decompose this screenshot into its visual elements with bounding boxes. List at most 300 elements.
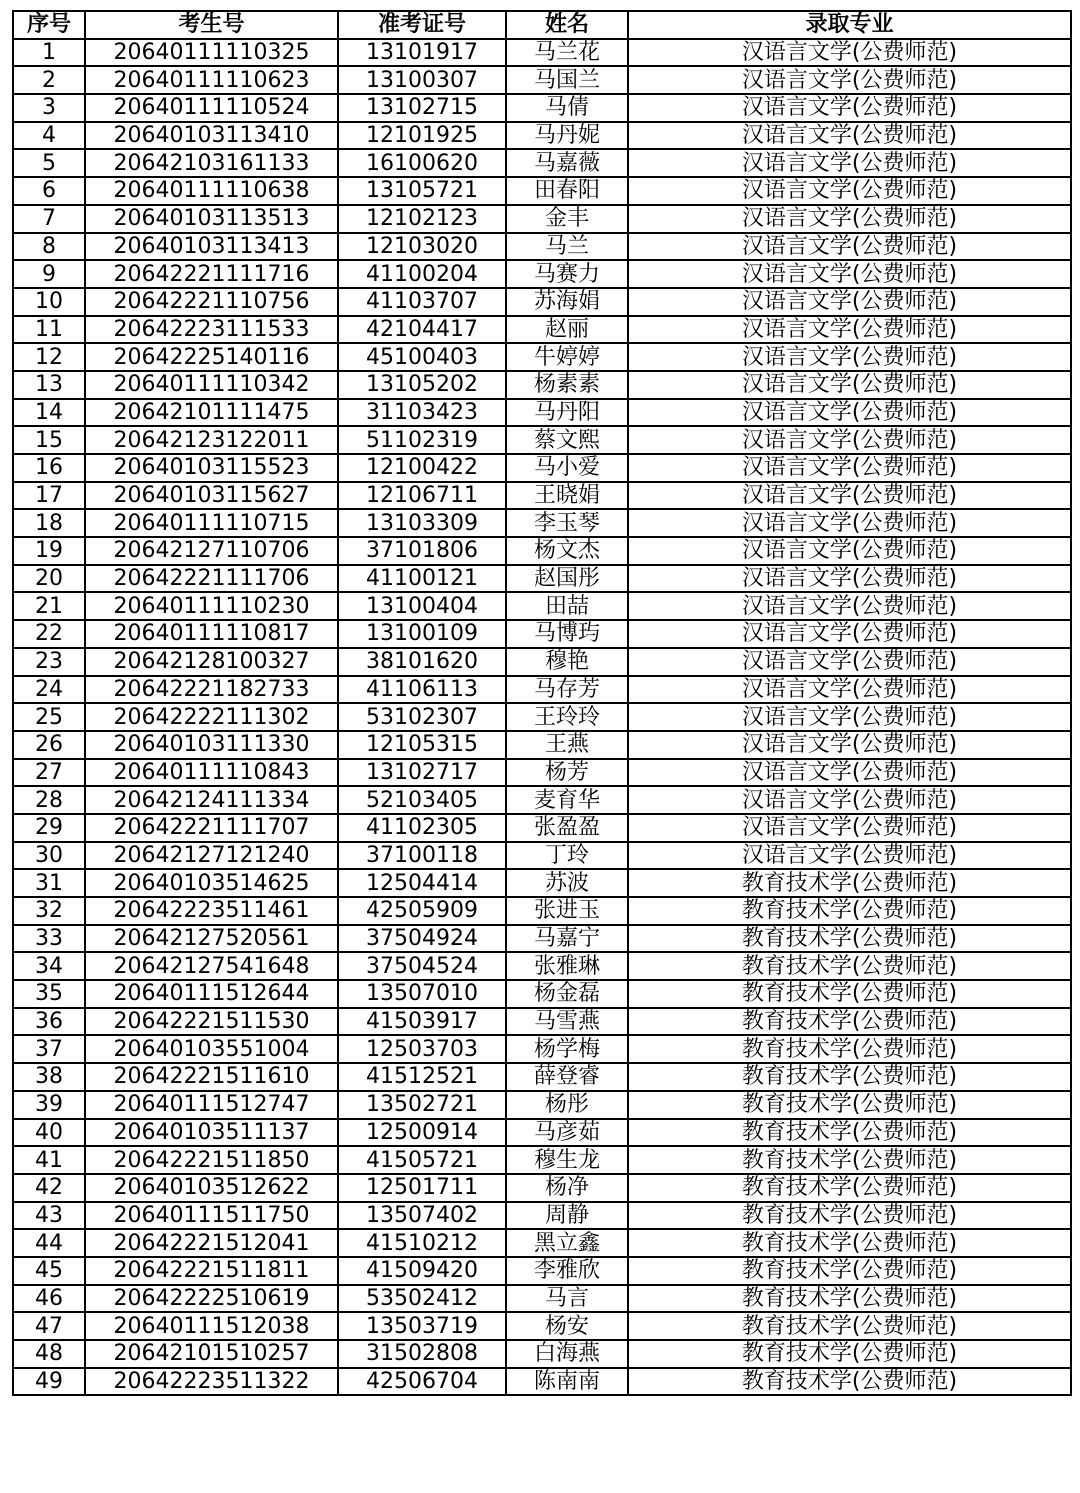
cell-name: 马嘉宁 — [506, 925, 628, 953]
cell-index: 9 — [13, 260, 85, 288]
cell-name: 马兰 — [506, 233, 628, 261]
cell-candidate-number: 20640111110524 — [85, 94, 338, 122]
cell-candidate-number: 20642223111533 — [85, 316, 338, 344]
cell-major: 汉语言文学(公费师范) — [628, 648, 1071, 676]
table-row — [13, 980, 1071, 1008]
cell-name: 王燕 — [506, 731, 628, 759]
cell-major: 教育技术学(公费师范) — [628, 1202, 1071, 1230]
cell-index: 33 — [13, 925, 85, 953]
cell-admission-ticket: 12500914 — [338, 1119, 506, 1147]
cell-admission-ticket: 42505909 — [338, 897, 506, 925]
cell-name: 马雪燕 — [506, 1008, 628, 1036]
cell-major: 教育技术学(公费师范) — [628, 897, 1071, 925]
cell-index: 37 — [13, 1035, 85, 1063]
cell-major: 汉语言文学(公费师范) — [628, 703, 1071, 731]
header-candidate-number: 考生号 — [85, 11, 338, 39]
cell-admission-ticket: 52103405 — [338, 786, 506, 814]
header-name: 姓名 — [506, 11, 628, 39]
cell-name: 蔡文熙 — [506, 426, 628, 454]
cell-admission-ticket: 53502412 — [338, 1285, 506, 1313]
cell-admission-ticket: 38101620 — [338, 648, 506, 676]
cell-name: 李玉琴 — [506, 509, 628, 537]
admission-list-sheet — [12, 10, 1070, 1396]
cell-index: 23 — [13, 648, 85, 676]
cell-admission-ticket: 41503917 — [338, 1008, 506, 1036]
cell-admission-ticket: 51102319 — [338, 426, 506, 454]
cell-admission-ticket: 12103020 — [338, 233, 506, 261]
cell-index: 30 — [13, 842, 85, 870]
cell-major: 汉语言文学(公费师范) — [628, 537, 1071, 565]
cell-name: 马存芳 — [506, 676, 628, 704]
table-row — [13, 371, 1071, 399]
table-row — [13, 869, 1071, 897]
cell-candidate-number: 20642221110756 — [85, 288, 338, 316]
cell-name: 杨文杰 — [506, 537, 628, 565]
table-row — [13, 288, 1071, 316]
table-row — [13, 122, 1071, 150]
cell-index: 47 — [13, 1312, 85, 1340]
cell-major: 汉语言文学(公费师范) — [628, 233, 1071, 261]
cell-index: 27 — [13, 759, 85, 787]
cell-major: 教育技术学(公费师范) — [628, 1035, 1071, 1063]
cell-name: 杨净 — [506, 1174, 628, 1202]
cell-major: 汉语言文学(公费师范) — [628, 399, 1071, 427]
cell-admission-ticket: 31502808 — [338, 1340, 506, 1368]
cell-name: 杨安 — [506, 1312, 628, 1340]
cell-candidate-number: 20640103113413 — [85, 233, 338, 261]
cell-candidate-number: 20642221511530 — [85, 1008, 338, 1036]
cell-candidate-number: 20642103161133 — [85, 149, 338, 177]
cell-admission-ticket: 41100121 — [338, 565, 506, 593]
cell-name: 金丰 — [506, 205, 628, 233]
table-row — [13, 1202, 1071, 1230]
cell-candidate-number: 20640111512747 — [85, 1091, 338, 1119]
table-row — [13, 39, 1071, 67]
cell-major: 汉语言文学(公费师范) — [628, 426, 1071, 454]
cell-major: 汉语言文学(公费师范) — [628, 482, 1071, 510]
cell-candidate-number: 20642221111716 — [85, 260, 338, 288]
cell-name: 王晓娟 — [506, 482, 628, 510]
cell-name: 马兰花 — [506, 39, 628, 67]
cell-major: 教育技术学(公费师范) — [628, 1312, 1071, 1340]
table-row — [13, 1174, 1071, 1202]
header-index: 序号 — [13, 11, 85, 39]
cell-major: 教育技术学(公费师范) — [628, 1285, 1071, 1313]
cell-major: 汉语言文学(公费师范) — [628, 731, 1071, 759]
cell-candidate-number: 20642128100327 — [85, 648, 338, 676]
cell-index: 46 — [13, 1285, 85, 1313]
header-major: 录取专业 — [628, 11, 1071, 39]
cell-major: 汉语言文学(公费师范) — [628, 260, 1071, 288]
cell-name: 苏波 — [506, 869, 628, 897]
cell-admission-ticket: 41505721 — [338, 1146, 506, 1174]
cell-index: 5 — [13, 149, 85, 177]
cell-name: 张进玉 — [506, 897, 628, 925]
cell-name: 杨素素 — [506, 371, 628, 399]
cell-major: 汉语言文学(公费师范) — [628, 94, 1071, 122]
cell-major: 教育技术学(公费师范) — [628, 952, 1071, 980]
cell-index: 13 — [13, 371, 85, 399]
cell-candidate-number: 20642221511610 — [85, 1063, 338, 1091]
table-row — [13, 1285, 1071, 1313]
cell-major: 教育技术学(公费师范) — [628, 1063, 1071, 1091]
cell-major: 教育技术学(公费师范) — [628, 1340, 1071, 1368]
cell-name: 黑立鑫 — [506, 1229, 628, 1257]
cell-name: 马倩 — [506, 94, 628, 122]
cell-candidate-number: 20642225140116 — [85, 343, 338, 371]
cell-candidate-number: 20640103111330 — [85, 731, 338, 759]
cell-index: 35 — [13, 980, 85, 1008]
cell-index: 17 — [13, 482, 85, 510]
cell-major: 汉语言文学(公费师范) — [628, 316, 1071, 344]
table-row — [13, 703, 1071, 731]
cell-admission-ticket: 12501711 — [338, 1174, 506, 1202]
table-row — [13, 1146, 1071, 1174]
cell-admission-ticket: 13502721 — [338, 1091, 506, 1119]
cell-candidate-number: 20642223511461 — [85, 897, 338, 925]
cell-major: 教育技术学(公费师范) — [628, 1174, 1071, 1202]
cell-candidate-number: 20640103113410 — [85, 122, 338, 150]
cell-name: 苏海娟 — [506, 288, 628, 316]
cell-admission-ticket: 37100118 — [338, 842, 506, 870]
cell-major: 教育技术学(公费师范) — [628, 1008, 1071, 1036]
cell-major: 教育技术学(公费师范) — [628, 1091, 1071, 1119]
header-row — [13, 11, 1071, 39]
cell-name: 穆艳 — [506, 648, 628, 676]
cell-major: 汉语言文学(公费师范) — [628, 454, 1071, 482]
cell-name: 杨学梅 — [506, 1035, 628, 1063]
cell-index: 8 — [13, 233, 85, 261]
cell-name: 马小爱 — [506, 454, 628, 482]
table-row — [13, 731, 1071, 759]
cell-major: 汉语言文学(公费师范) — [628, 205, 1071, 233]
cell-major: 汉语言文学(公费师范) — [628, 149, 1071, 177]
cell-name: 穆生龙 — [506, 1146, 628, 1174]
cell-candidate-number: 20642127541648 — [85, 952, 338, 980]
cell-admission-ticket: 13102715 — [338, 94, 506, 122]
table-row — [13, 482, 1071, 510]
cell-candidate-number: 20640111110715 — [85, 509, 338, 537]
cell-index: 10 — [13, 288, 85, 316]
cell-admission-ticket: 13100109 — [338, 620, 506, 648]
cell-candidate-number: 20642127121240 — [85, 842, 338, 870]
cell-name: 丁玲 — [506, 842, 628, 870]
cell-index: 22 — [13, 620, 85, 648]
cell-admission-ticket: 42506704 — [338, 1368, 506, 1396]
cell-index: 32 — [13, 897, 85, 925]
table-row — [13, 177, 1071, 205]
cell-index: 21 — [13, 592, 85, 620]
cell-major: 教育技术学(公费师范) — [628, 1146, 1071, 1174]
cell-name: 马丹阳 — [506, 399, 628, 427]
cell-candidate-number: 20640103511137 — [85, 1119, 338, 1147]
cell-candidate-number: 20640111110638 — [85, 177, 338, 205]
cell-candidate-number: 20640103512622 — [85, 1174, 338, 1202]
table-row — [13, 537, 1071, 565]
cell-major: 汉语言文学(公费师范) — [628, 509, 1071, 537]
cell-admission-ticket: 12105315 — [338, 731, 506, 759]
cell-candidate-number: 20640103115523 — [85, 454, 338, 482]
cell-index: 3 — [13, 94, 85, 122]
cell-candidate-number: 20640103514625 — [85, 869, 338, 897]
cell-candidate-number: 20642101510257 — [85, 1340, 338, 1368]
cell-major: 汉语言文学(公费师范) — [628, 676, 1071, 704]
cell-candidate-number: 20642222510619 — [85, 1285, 338, 1313]
cell-major: 教育技术学(公费师范) — [628, 1257, 1071, 1285]
table-row — [13, 1063, 1071, 1091]
cell-candidate-number: 20640111110843 — [85, 759, 338, 787]
cell-index: 43 — [13, 1202, 85, 1230]
cell-index: 1 — [13, 39, 85, 67]
table-row — [13, 1340, 1071, 1368]
cell-candidate-number: 20642221111706 — [85, 565, 338, 593]
cell-name: 马彦茹 — [506, 1119, 628, 1147]
cell-index: 4 — [13, 122, 85, 150]
cell-name: 白海燕 — [506, 1340, 628, 1368]
cell-index: 38 — [13, 1063, 85, 1091]
cell-major: 教育技术学(公费师范) — [628, 869, 1071, 897]
cell-index: 41 — [13, 1146, 85, 1174]
cell-admission-ticket: 41100204 — [338, 260, 506, 288]
cell-candidate-number: 20642221511811 — [85, 1257, 338, 1285]
cell-candidate-number: 20642222111302 — [85, 703, 338, 731]
cell-index: 39 — [13, 1091, 85, 1119]
cell-index: 19 — [13, 537, 85, 565]
cell-candidate-number: 20640111512644 — [85, 980, 338, 1008]
cell-admission-ticket: 13503719 — [338, 1312, 506, 1340]
table-row — [13, 1119, 1071, 1147]
cell-major: 汉语言文学(公费师范) — [628, 177, 1071, 205]
cell-name: 张盈盈 — [506, 814, 628, 842]
cell-major: 教育技术学(公费师范) — [628, 1229, 1071, 1257]
cell-major: 汉语言文学(公费师范) — [628, 39, 1071, 67]
cell-name: 杨彤 — [506, 1091, 628, 1119]
cell-index: 31 — [13, 869, 85, 897]
table-row — [13, 233, 1071, 261]
table-row — [13, 676, 1071, 704]
cell-admission-ticket: 45100403 — [338, 343, 506, 371]
cell-admission-ticket: 42104417 — [338, 316, 506, 344]
cell-admission-ticket: 31103423 — [338, 399, 506, 427]
table-row — [13, 94, 1071, 122]
cell-major: 汉语言文学(公费师范) — [628, 343, 1071, 371]
cell-admission-ticket: 12101925 — [338, 122, 506, 150]
cell-candidate-number: 20640103115627 — [85, 482, 338, 510]
cell-name: 李雅欣 — [506, 1257, 628, 1285]
cell-name: 张雅琳 — [506, 952, 628, 980]
cell-admission-ticket: 53102307 — [338, 703, 506, 731]
header-admission-ticket: 准考证号 — [338, 11, 506, 39]
cell-admission-ticket: 13100307 — [338, 66, 506, 94]
table-body — [13, 39, 1071, 1396]
cell-major: 汉语言文学(公费师范) — [628, 759, 1071, 787]
table-row — [13, 952, 1071, 980]
cell-name: 杨金磊 — [506, 980, 628, 1008]
table-row — [13, 1091, 1071, 1119]
table-row — [13, 399, 1071, 427]
cell-candidate-number: 20642223511322 — [85, 1368, 338, 1396]
cell-index: 20 — [13, 565, 85, 593]
cell-admission-ticket: 12504414 — [338, 869, 506, 897]
cell-major: 汉语言文学(公费师范) — [628, 814, 1071, 842]
table-row — [13, 1368, 1071, 1396]
table-row — [13, 1257, 1071, 1285]
table-row — [13, 786, 1071, 814]
cell-name: 马嘉薇 — [506, 149, 628, 177]
cell-name: 马博玙 — [506, 620, 628, 648]
cell-admission-ticket: 13103309 — [338, 509, 506, 537]
cell-major: 汉语言文学(公费师范) — [628, 288, 1071, 316]
cell-major: 汉语言文学(公费师范) — [628, 371, 1071, 399]
cell-candidate-number: 20642221512041 — [85, 1229, 338, 1257]
cell-major: 汉语言文学(公费师范) — [628, 122, 1071, 150]
cell-candidate-number: 20640111110817 — [85, 620, 338, 648]
cell-major: 教育技术学(公费师范) — [628, 980, 1071, 1008]
table-row — [13, 343, 1071, 371]
cell-admission-ticket: 13105721 — [338, 177, 506, 205]
cell-index: 14 — [13, 399, 85, 427]
cell-index: 29 — [13, 814, 85, 842]
cell-index: 36 — [13, 1008, 85, 1036]
cell-candidate-number: 20640111110342 — [85, 371, 338, 399]
cell-index: 45 — [13, 1257, 85, 1285]
cell-index: 28 — [13, 786, 85, 814]
cell-name: 马国兰 — [506, 66, 628, 94]
cell-major: 汉语言文学(公费师范) — [628, 786, 1071, 814]
cell-admission-ticket: 41102305 — [338, 814, 506, 842]
table-row — [13, 759, 1071, 787]
cell-index: 49 — [13, 1368, 85, 1396]
cell-candidate-number: 20640111110230 — [85, 592, 338, 620]
cell-name: 周静 — [506, 1202, 628, 1230]
table-row — [13, 620, 1071, 648]
cell-name: 陈南南 — [506, 1368, 628, 1396]
table-row — [13, 509, 1071, 537]
table-row — [13, 260, 1071, 288]
cell-admission-ticket: 37504924 — [338, 925, 506, 953]
cell-admission-ticket: 12102123 — [338, 205, 506, 233]
cell-candidate-number: 20642221111707 — [85, 814, 338, 842]
cell-admission-ticket: 13507402 — [338, 1202, 506, 1230]
cell-major: 教育技术学(公费师范) — [628, 925, 1071, 953]
table-row — [13, 205, 1071, 233]
cell-name: 牛婷婷 — [506, 343, 628, 371]
cell-name: 田春阳 — [506, 177, 628, 205]
cell-name: 马丹妮 — [506, 122, 628, 150]
cell-index: 2 — [13, 66, 85, 94]
cell-candidate-number: 20640111110623 — [85, 66, 338, 94]
cell-admission-ticket: 13102717 — [338, 759, 506, 787]
cell-candidate-number: 20640111512038 — [85, 1312, 338, 1340]
cell-admission-ticket: 16100620 — [338, 149, 506, 177]
cell-index: 48 — [13, 1340, 85, 1368]
table-row — [13, 149, 1071, 177]
table-row — [13, 1312, 1071, 1340]
cell-candidate-number: 20642221511850 — [85, 1146, 338, 1174]
cell-candidate-number: 20642123122011 — [85, 426, 338, 454]
cell-index: 42 — [13, 1174, 85, 1202]
cell-admission-ticket: 41510212 — [338, 1229, 506, 1257]
cell-major: 汉语言文学(公费师范) — [628, 842, 1071, 870]
cell-index: 44 — [13, 1229, 85, 1257]
cell-name: 马言 — [506, 1285, 628, 1313]
cell-name: 麦育华 — [506, 786, 628, 814]
cell-admission-ticket: 37101806 — [338, 537, 506, 565]
table-row — [13, 426, 1071, 454]
table-row — [13, 1008, 1071, 1036]
cell-major: 汉语言文学(公费师范) — [628, 620, 1071, 648]
cell-index: 40 — [13, 1119, 85, 1147]
cell-index: 12 — [13, 343, 85, 371]
table-row — [13, 925, 1071, 953]
table-row — [13, 897, 1071, 925]
table-row — [13, 592, 1071, 620]
cell-admission-ticket: 41509420 — [338, 1257, 506, 1285]
table-row — [13, 1229, 1071, 1257]
cell-admission-ticket: 12106711 — [338, 482, 506, 510]
cell-admission-ticket: 13100404 — [338, 592, 506, 620]
cell-admission-ticket: 41512521 — [338, 1063, 506, 1091]
cell-index: 16 — [13, 454, 85, 482]
cell-index: 24 — [13, 676, 85, 704]
cell-name: 王玲玲 — [506, 703, 628, 731]
cell-candidate-number: 20642124111334 — [85, 786, 338, 814]
cell-major: 汉语言文学(公费师范) — [628, 66, 1071, 94]
cell-candidate-number: 20640111110325 — [85, 39, 338, 67]
table-row — [13, 814, 1071, 842]
cell-index: 15 — [13, 426, 85, 454]
cell-index: 6 — [13, 177, 85, 205]
cell-name: 杨芳 — [506, 759, 628, 787]
cell-candidate-number: 20642127110706 — [85, 537, 338, 565]
cell-candidate-number: 20642127520561 — [85, 925, 338, 953]
cell-admission-ticket: 12503703 — [338, 1035, 506, 1063]
cell-admission-ticket: 13105202 — [338, 371, 506, 399]
cell-name: 田喆 — [506, 592, 628, 620]
cell-index: 11 — [13, 316, 85, 344]
table-row — [13, 316, 1071, 344]
cell-admission-ticket: 13101917 — [338, 39, 506, 67]
cell-index: 34 — [13, 952, 85, 980]
table-row — [13, 1035, 1071, 1063]
cell-name: 马赛力 — [506, 260, 628, 288]
table-row — [13, 842, 1071, 870]
table-row — [13, 66, 1071, 94]
cell-major: 教育技术学(公费师范) — [628, 1368, 1071, 1396]
cell-admission-ticket: 37504524 — [338, 952, 506, 980]
cell-index: 26 — [13, 731, 85, 759]
cell-index: 7 — [13, 205, 85, 233]
cell-name: 薛登睿 — [506, 1063, 628, 1091]
cell-candidate-number: 20642101111475 — [85, 399, 338, 427]
cell-admission-ticket: 13507010 — [338, 980, 506, 1008]
cell-index: 25 — [13, 703, 85, 731]
cell-major: 汉语言文学(公费师范) — [628, 592, 1071, 620]
admission-table — [12, 10, 1072, 1396]
cell-major: 汉语言文学(公费师范) — [628, 565, 1071, 593]
table-row — [13, 565, 1071, 593]
cell-major: 教育技术学(公费师范) — [628, 1119, 1071, 1147]
cell-name: 赵丽 — [506, 316, 628, 344]
cell-admission-ticket: 41106113 — [338, 676, 506, 704]
cell-candidate-number: 20640103551004 — [85, 1035, 338, 1063]
cell-candidate-number: 20640111511750 — [85, 1202, 338, 1230]
cell-candidate-number: 20640103113513 — [85, 205, 338, 233]
cell-index: 18 — [13, 509, 85, 537]
cell-admission-ticket: 12100422 — [338, 454, 506, 482]
table-row — [13, 648, 1071, 676]
cell-admission-ticket: 41103707 — [338, 288, 506, 316]
